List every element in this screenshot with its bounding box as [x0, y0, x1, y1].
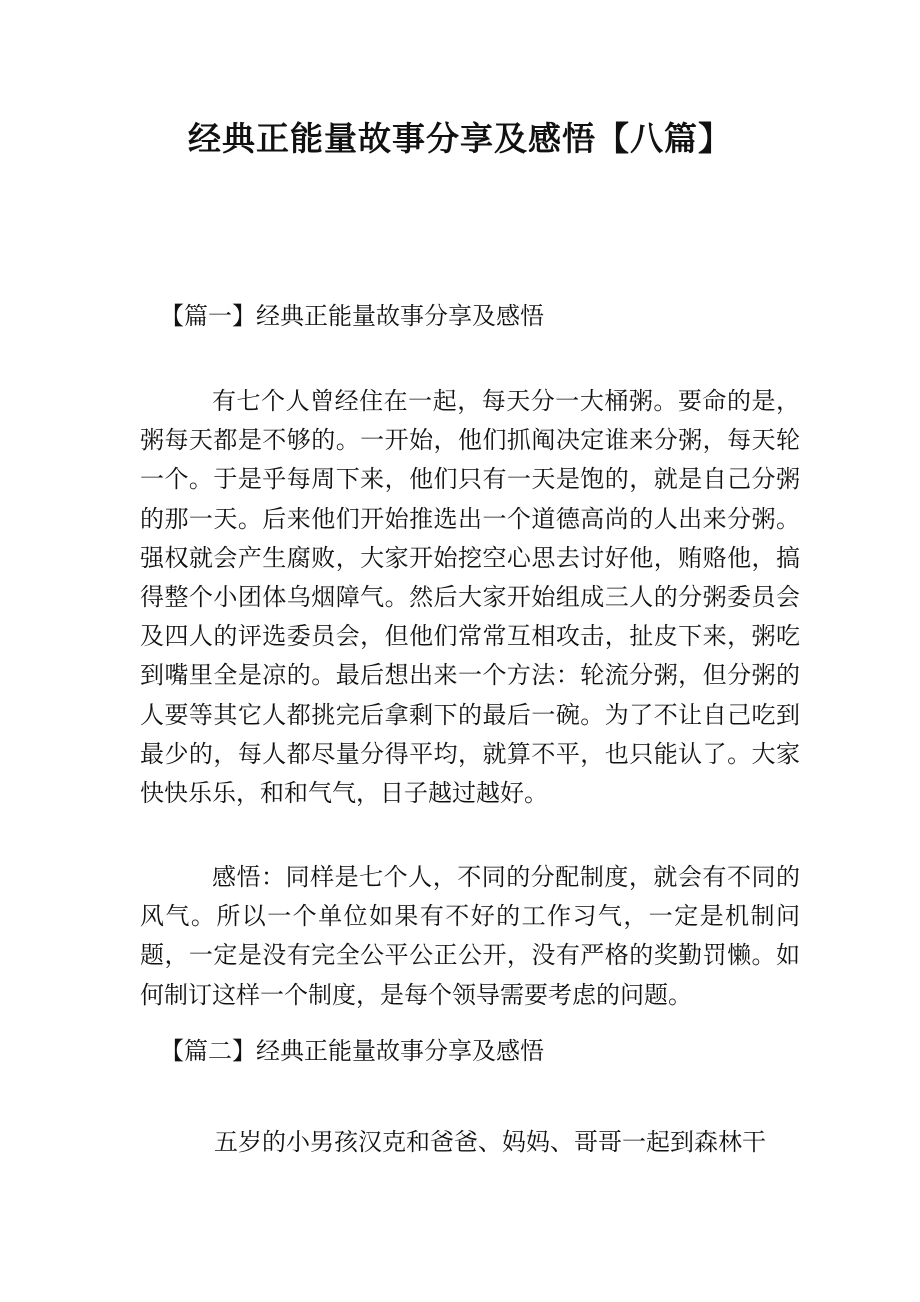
section-1-paragraph-reflection: 感悟：同样是七个人，不同的分配制度，就会有不同的风气。所以一个单位如果有不好的工作习气，一定是机制问题，一定是没有完全公平公正公开，没有严格的奖勤罚懒。如何制订这样一个制度，是每个领导需要考虑的问题。: [140, 863, 800, 1009]
section-2-paragraph-start: 五岁的小男孩汉克和爸爸、妈妈、哥哥一起到森林干: [214, 1128, 766, 1156]
section-heading-1: 【篇一】经典正能量故事分享及感悟: [160, 302, 544, 330]
section-heading-2: 【篇二】经典正能量故事分享及感悟: [160, 1037, 544, 1065]
document-title: 经典正能量故事分享及感悟【八篇】: [188, 119, 732, 158]
section-1-paragraph-story: 有七个人曾经住在一起，每天分一大桶粥。要命的是，粥每天都是不够的。一开始，他们抓阄决定谁来分粥，每天轮一个。于是乎每周下来，他们只有一天是饱的，就是自己分粥的那一天。后来他们开始推选出一个道德高尚的人出来分粥。强权就会产生腐败，大家开始挖空心思去讨好他，贿赂他，搞得整个小团体乌烟障气。然后大家开始组成三人的分粥委员会及四人的评选委员会，但他们常常互相攻击，扯皮下来，粥吃到嘴里全是凉的。最后想出来一个方法：轮流分粥，但分粥的人要等其它人都挑完后拿剩下的最后一碗。为了不让自己吃到最少的，每人都尽量分得平均，就算不平，也只能认了。大家快快乐乐，和和气气，日子越过越好。: [140, 387, 800, 808]
